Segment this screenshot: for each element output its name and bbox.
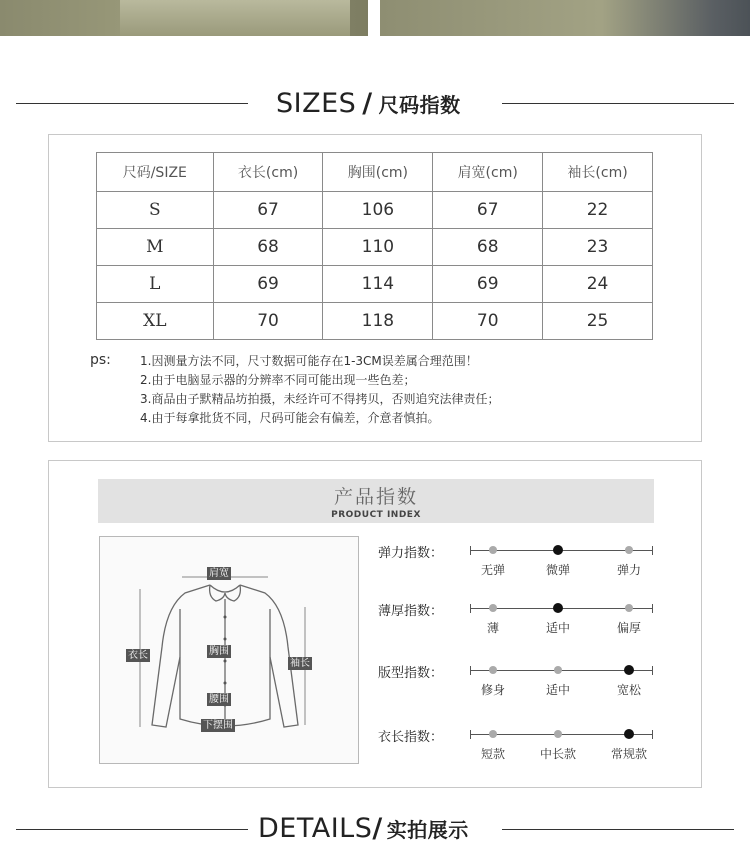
index-scale-tick bbox=[652, 730, 653, 739]
product-index-banner bbox=[98, 479, 654, 523]
index-marker bbox=[554, 730, 562, 738]
cell-chest: 106 bbox=[323, 192, 433, 229]
index-option-label: 弹力 bbox=[616, 563, 641, 577]
cell-chest: 110 bbox=[323, 229, 433, 266]
index-scale-tick bbox=[470, 666, 471, 675]
index-option-label: 薄 bbox=[486, 621, 499, 635]
header-rule-right bbox=[502, 103, 734, 104]
header-rule-left bbox=[16, 103, 248, 104]
index-option-label: 适中 bbox=[545, 621, 570, 635]
note-line: 4.由于每拿批货不同，尺码可能会有偏差，介意者慎拍。 bbox=[140, 411, 440, 425]
index-scale-tick bbox=[652, 604, 653, 613]
index-scale-tick bbox=[652, 546, 653, 555]
cell-chest: 118 bbox=[323, 303, 433, 340]
index-label: 衣长指数： bbox=[378, 730, 444, 745]
cell-sleeve: 25 bbox=[543, 303, 653, 340]
index-marker bbox=[554, 666, 562, 674]
index-option-label: 中长款 bbox=[539, 747, 576, 761]
index-option-label: 短款 bbox=[480, 747, 505, 761]
table-row bbox=[97, 266, 653, 303]
label-waist: 腰围 bbox=[209, 694, 229, 705]
index-scale-tick bbox=[470, 546, 471, 555]
sizes-header bbox=[276, 88, 461, 119]
note-line: 1.因测量方法不同，尺寸数据可能存在1-3CM误差属合理范围！ bbox=[140, 354, 478, 368]
table-row bbox=[97, 229, 653, 266]
index-scale-tick bbox=[470, 604, 471, 613]
index-scale-tick bbox=[470, 730, 471, 739]
details-header-en: DETAILS bbox=[258, 813, 373, 844]
cell-sleeve: 24 bbox=[543, 266, 653, 303]
garment-diagram bbox=[99, 536, 359, 764]
col-length: 衣长(cm) bbox=[213, 153, 323, 192]
cell-shoulder: 69 bbox=[433, 266, 543, 303]
notes-label: ps: bbox=[90, 352, 111, 368]
note-line: 2.由于电脑显示器的分辨率不同可能出现一些色差； bbox=[140, 373, 416, 387]
details-rule-left bbox=[16, 829, 248, 830]
index-option-label: 宽松 bbox=[616, 683, 641, 697]
index-option-label: 修身 bbox=[480, 683, 505, 697]
product-index-subtitle: PRODUCT INDEX bbox=[331, 510, 421, 520]
cell-length: 67 bbox=[213, 192, 323, 229]
details-rule-right bbox=[502, 829, 734, 830]
cell-size: L bbox=[97, 266, 214, 303]
cell-length: 70 bbox=[213, 303, 323, 340]
sizes-header-slash: / bbox=[362, 88, 373, 119]
cell-size: M bbox=[97, 229, 214, 266]
product-photo-right bbox=[380, 0, 750, 36]
index-option-label: 微弹 bbox=[545, 563, 570, 577]
label-sleeve: 袖长 bbox=[290, 658, 310, 669]
index-marker bbox=[489, 546, 497, 554]
index-scale-tick bbox=[652, 666, 653, 675]
col-chest: 胸围(cm) bbox=[323, 153, 433, 192]
sizes-header-en: SIZES bbox=[276, 88, 357, 119]
label-shoulder: 肩宽 bbox=[209, 568, 229, 579]
cell-sleeve: 23 bbox=[543, 229, 653, 266]
index-marker-selected bbox=[624, 729, 634, 739]
index-marker bbox=[625, 604, 633, 612]
index-label: 弹力指数： bbox=[378, 546, 444, 561]
index-marker bbox=[625, 546, 633, 554]
size-table bbox=[96, 152, 653, 340]
index-marker-selected bbox=[624, 665, 634, 675]
index-marker bbox=[489, 666, 497, 674]
table-row bbox=[97, 192, 653, 229]
index-option-label: 常规款 bbox=[610, 747, 647, 761]
cell-shoulder: 68 bbox=[433, 229, 543, 266]
label-length: 衣长 bbox=[128, 650, 148, 661]
index-option-label: 适中 bbox=[545, 683, 570, 697]
cell-size: S bbox=[97, 192, 214, 229]
col-shoulder: 肩宽(cm) bbox=[433, 153, 543, 192]
cell-chest: 114 bbox=[323, 266, 433, 303]
table-row bbox=[97, 303, 653, 340]
cell-length: 69 bbox=[213, 266, 323, 303]
cell-shoulder: 70 bbox=[433, 303, 543, 340]
sizes-header-cn: 尺码指数 bbox=[378, 93, 461, 117]
cell-shoulder: 67 bbox=[433, 192, 543, 229]
index-label: 薄厚指数： bbox=[378, 604, 444, 619]
label-chest: 胸围 bbox=[209, 646, 229, 657]
details-header bbox=[258, 813, 469, 844]
product-index-title: 产品指数 bbox=[333, 486, 418, 508]
note-line: 3.商品由子默精品坊拍摄，未经许可不得拷贝，否则追究法律责任； bbox=[140, 392, 500, 406]
details-header-slash: / bbox=[372, 813, 383, 844]
index-marker bbox=[489, 730, 497, 738]
col-sleeve: 袖长(cm) bbox=[543, 153, 653, 192]
size-table-header bbox=[97, 153, 653, 192]
col-size: 尺码/SIZE bbox=[97, 153, 214, 192]
index-marker-selected bbox=[553, 603, 563, 613]
cell-length: 68 bbox=[213, 229, 323, 266]
cell-sleeve: 22 bbox=[543, 192, 653, 229]
product-photo-left bbox=[0, 0, 368, 36]
cell-size: XL bbox=[97, 303, 214, 340]
index-option-label: 偏厚 bbox=[616, 621, 641, 635]
index-option-label: 无弹 bbox=[480, 563, 505, 577]
index-marker bbox=[489, 604, 497, 612]
index-label: 版型指数： bbox=[378, 666, 444, 681]
index-marker-selected bbox=[553, 545, 563, 555]
label-hem: 下摆围 bbox=[203, 720, 233, 731]
details-header-cn: 实拍展示 bbox=[386, 818, 469, 842]
